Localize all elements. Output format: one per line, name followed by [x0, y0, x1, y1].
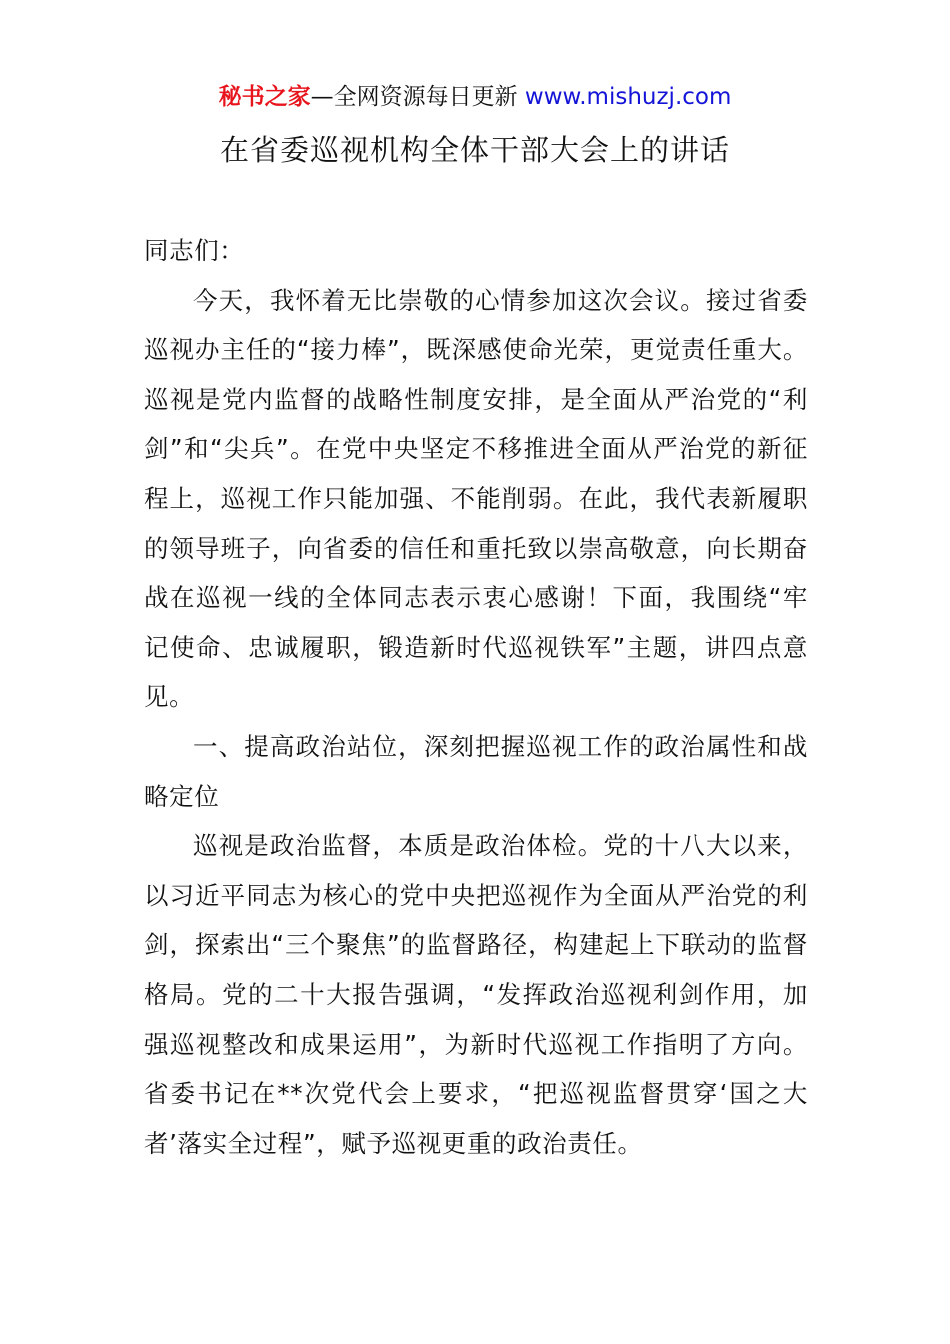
document-body	[144, 226, 808, 1168]
site-url[interactable]: www.mishuzj.com	[524, 84, 732, 110]
document-title: 在省委巡视机构全体干部大会上的讲话	[219, 133, 730, 167]
banner-tagline: —全网资源每日更新	[310, 84, 525, 110]
paragraph-intro: 今天，我怀着无比崇敬的心情参加这次会议。接过省委巡视办主任的“接力棒”，既深感使命光荣，更觉责任重大。巡视是党内监督的战略性制度安排，是全面从严治党的“利剑”和“尖兵”。在党中央坚定不移推进全面从严治党的新征程上，巡视工作只能加强、不能削弱。在此，我代表新履职的领导班子，向省委的信任和重托致以崇高敬意，向长期奋战在巡视一线的全体同志表示衷心感谢！下面，我围绕“牢记使命、忠诚履职，锻造新时代巡视铁军”主题，讲四点意见。	[144, 285, 808, 712]
brand-name: 秘书之家	[218, 84, 311, 110]
site-banner	[0, 82, 950, 112]
section-heading-1: 一、提高政治站位，深刻把握巡视工作的政治属性和战略定位	[144, 731, 808, 811]
paragraph-section-1: 巡视是政治监督，本质是政治体检。党的十八大以来，以习近平同志为核心的党中央把巡视作为全面从严治党的利剑，探索出“三个聚焦”的监督路径，构建起上下联动的监督格局。党的二十大报告强调，“发挥政治巡视利剑作用，加强巡视整改和成果运用”，为新时代巡视工作指明了方向。省委书记在**次党代会上要求，“把巡视监督贯穿‘国之大者’落实全过程”，赋予巡视更重的政治责任。	[144, 831, 808, 1158]
salutation: 同志们：	[144, 236, 245, 265]
